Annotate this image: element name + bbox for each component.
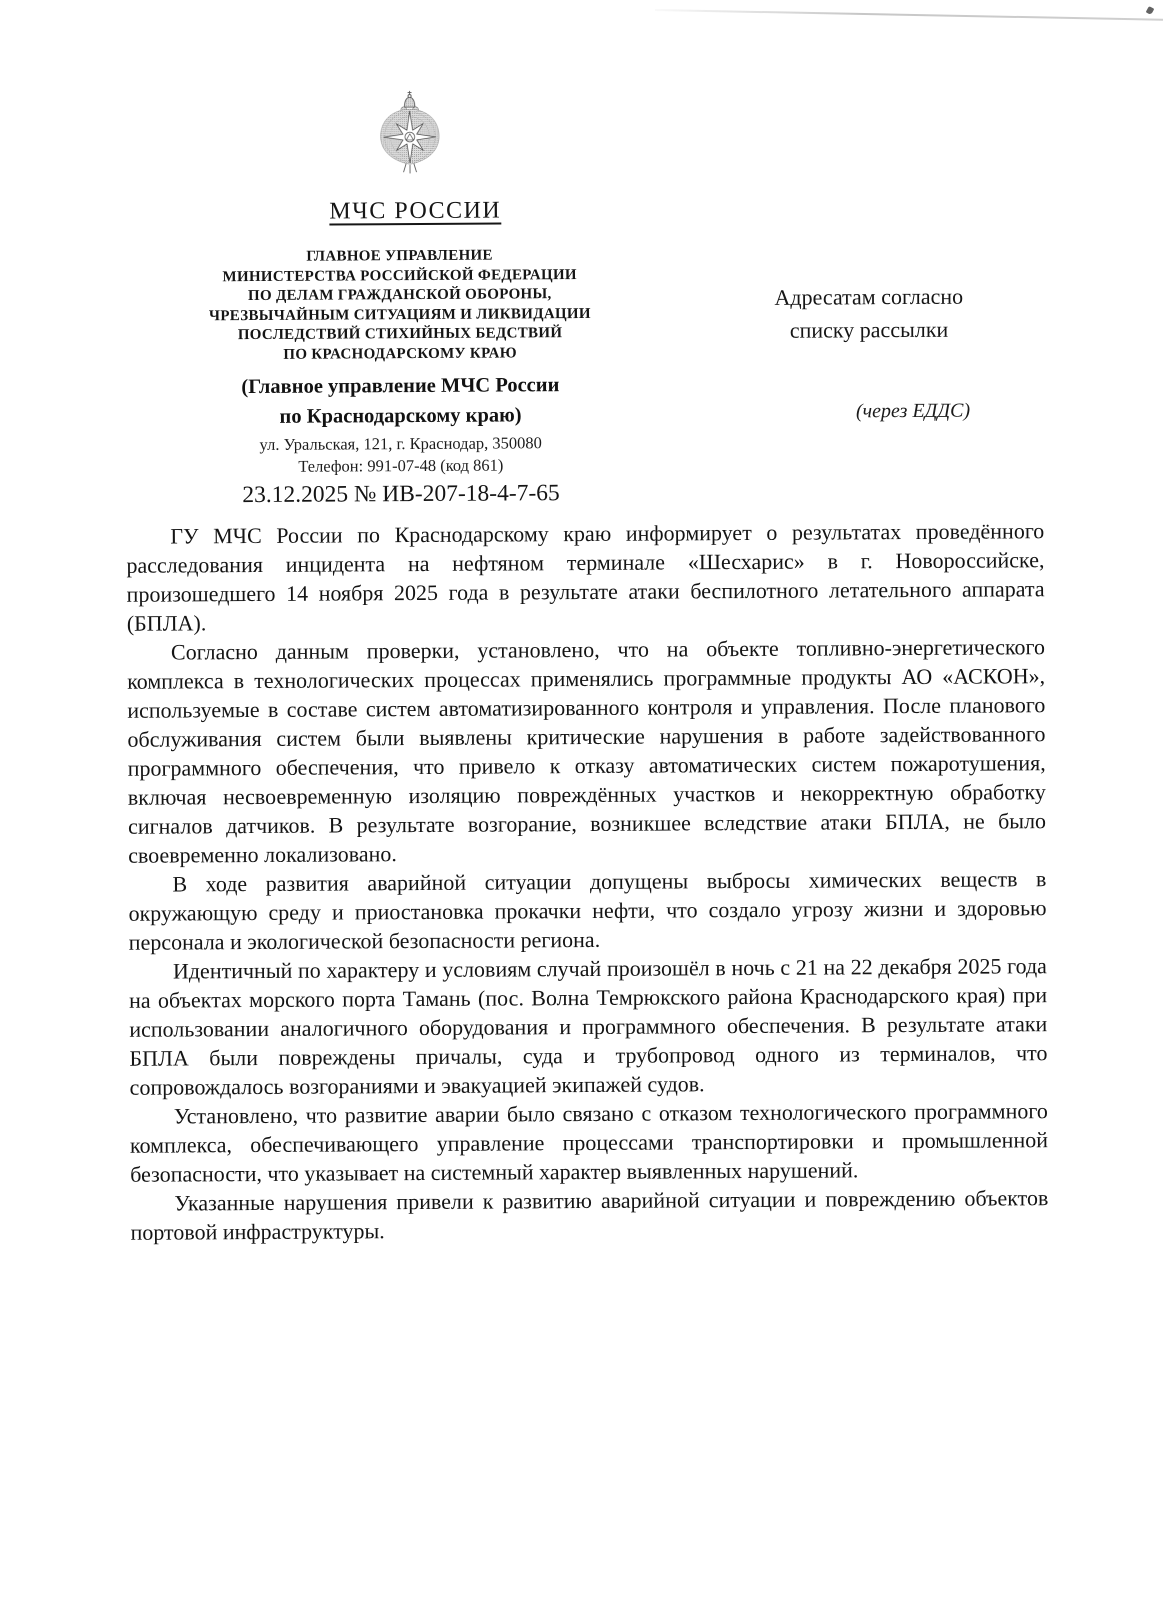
paragraph-3: В ходе развития аварийной ситуации допущены выбросы химических веществ в окружающую среду и приостановка прокачки нефти, что создало угрозу жизни и здоровью персонала и экологической безопасности региона. bbox=[128, 866, 1047, 955]
letterhead-block bbox=[150, 246, 652, 511]
org-short-name-line2: по Краснодарскому краю) bbox=[279, 404, 522, 428]
letterhead-line: ПО ДЕЛАМ ГРАЖДАНСКОЙ ОБОРОНЫ, bbox=[247, 286, 552, 305]
paragraph-4: Идентичный по характеру и условиям случай произошёл в ночь с 21 на 22 декабря 2025 года на объектах морского порта Тамань (пос. Волна Темрюкского района Краснодарского края) при использовании аналогичного оборудования и программного обеспечения. В результате атаки БПЛА были повреждены причалы, суда и трубопровод одного из терминалов, что сопровождалось возгораниями и эвакуацией экипажей судов. bbox=[129, 953, 1048, 1100]
paragraph-1: ГУ МЧС России по Краснодарскому краю информирует о результатах проведённого расследования инцидента на нефтяном терминале «Шесхарис» в г. Новороссийске, произошедшего 14 ноября 2025 года в результате атаки беспилотного летательного аппарата (БПЛА). bbox=[126, 518, 1045, 636]
letter-body bbox=[126, 516, 1048, 1247]
paragraph-2: Согласно данным проверки, установлено, что на объекте топливно-энергетического комплекса в технологических процессах применялись программные продукты АО «АСКОН», используемые в составе систем автоматизированного контроля и управления. После планового обслуживания систем были выявлены критические нарушения в работе задействованного программного обеспечения, что привело к отказу автоматических систем пожаротушения, включая несвоевременную изоляцию повреждённых участков и некорректную обработку сигналов датчиков. В результате возгорание, возникшее вследствие атаки БПЛА, не было своевременно локализовано. bbox=[127, 634, 1047, 868]
letterhead-line: ЧРЕЗВЫЧАЙНЫМ СИТУАЦИЯМ И ЛИКВИДАЦИИ bbox=[208, 305, 591, 324]
paragraph-5: Установлено, что развитие аварии было связано с отказом технологического программного комплекса, обеспечивающего управление процессами транспортировки и промышленной безопасности, что указывает на системный характер выявленных нарушений. bbox=[129, 1098, 1049, 1187]
addressee-block bbox=[744, 279, 994, 347]
letterhead-line: ПОСЛЕДСТВИЙ СТИХИЙНЫХ БЕДСТВИЙ bbox=[237, 325, 563, 344]
letter-date-and-number: 23.12.2025 № ИВ-207-18-4-7-65 bbox=[242, 480, 560, 509]
letterhead-line: ГЛАВНОЕ УПРАВЛЕНИЕ bbox=[306, 247, 493, 265]
mchs-double-headed-eagle-emblem-icon bbox=[370, 81, 449, 193]
via-edds-note: (через ЕДДС) bbox=[855, 399, 971, 423]
org-phone: Телефон: 991-07-48 (код 861) bbox=[298, 455, 504, 476]
addressee-line2: списку рассылки bbox=[789, 316, 949, 343]
letterhead-line: МИНИСТЕРСТВА РОССИЙСКОЙ ФЕДЕРАЦИИ bbox=[222, 266, 577, 285]
addressee-line1: Адресатам согласно bbox=[774, 283, 964, 310]
org-address: ул. Уральская, 121, г. Краснодар, 350080 bbox=[259, 433, 542, 454]
org-title: МЧС РОССИИ bbox=[329, 197, 502, 225]
org-short-name-line1: (Главное управление МЧС России bbox=[241, 374, 560, 399]
paragraph-6: Указанные нарушения привели к развитию аварийной ситуации и повреждению объектов портовой инфраструктуры. bbox=[130, 1185, 1049, 1245]
letterhead-line: ПО КРАСНОДАРСКОМУ КРАЮ bbox=[283, 344, 517, 363]
